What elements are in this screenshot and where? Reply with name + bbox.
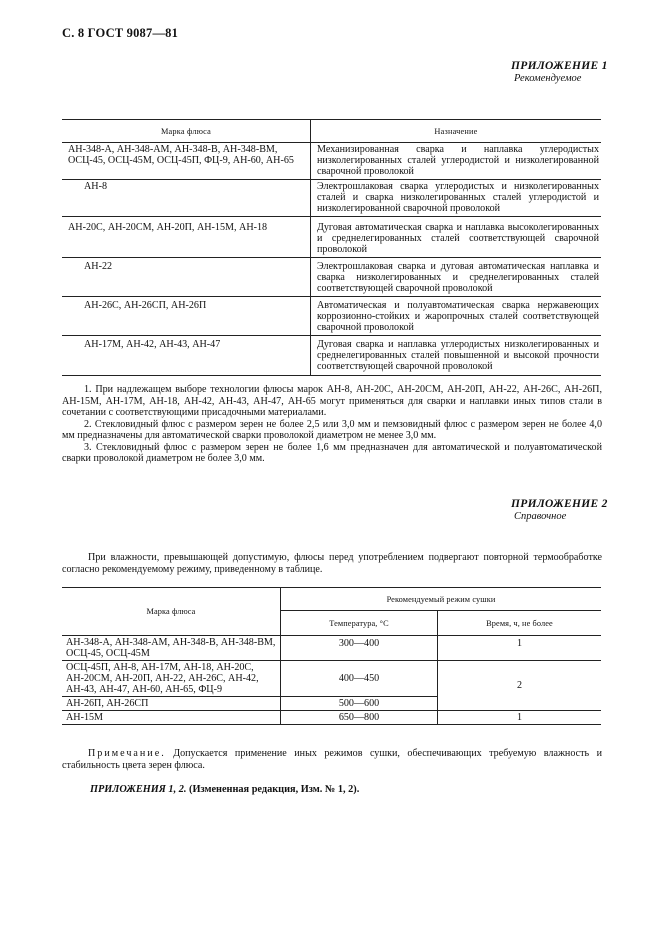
footer-amendment xyxy=(90,784,359,795)
purpose-cell: Механизированная сварка и наплавка углеродистых низколегированных сталей углеродистой и низколегированной сварочной проволокой xyxy=(311,143,602,180)
grade-cell: АН-26П, АН-26СП xyxy=(62,697,281,711)
appendix2-note xyxy=(62,748,602,772)
temp-cell: 400—450 xyxy=(281,661,438,697)
table-row xyxy=(62,661,601,697)
appendix2-intro xyxy=(62,552,602,576)
header-drying-mode: Рекомендуемый режим сушки xyxy=(281,588,602,611)
note-3: 3. Стекловидный флюс с размером зерен не более 1,6 мм предназначен для автоматической и полуавтоматической сварки проволокой диаметром не более 3,0 мм. xyxy=(62,441,602,464)
page-header: С. 8 ГОСТ 9087—81 xyxy=(62,26,179,40)
appendix1-title: ПРИЛОЖЕНИЕ 1 xyxy=(511,60,608,72)
note-2: 2. Стекловидный флюс с размером зерен не более 2,5 или 3,0 мм и пемзовидный флюс с размером зерен не более 4,0 мм предназначены для автоматической сварки проволокой диаметром не менее 3,0 мм. xyxy=(62,418,602,441)
note-label: Примечание. xyxy=(88,748,166,759)
grade-cell: АН-22 xyxy=(62,258,311,297)
temp-cell: 500—600 xyxy=(281,697,438,711)
time-cell: 2 xyxy=(438,661,602,711)
grade-cell: АН-348-А, АН-348-АМ, АН-348-В, АН-348-ВМ, ОСЦ-45, ОСЦ-45М xyxy=(62,636,281,661)
appendix1-subtitle: Рекомендуемое xyxy=(514,73,582,84)
table-row xyxy=(62,636,601,661)
header-temperature: Температура, °С xyxy=(281,611,438,636)
temp-cell: 300—400 xyxy=(281,636,438,661)
purpose-cell: Дуговая автоматическая сварка и наплавка высоколегированных и среднелегированных сталей соответствующей сварочной проволокой xyxy=(311,217,602,258)
table-header-row xyxy=(62,120,601,143)
appendix2-subtitle: Справочное xyxy=(514,511,567,522)
table-row xyxy=(62,711,601,725)
table-row xyxy=(62,258,601,297)
purpose-cell: Автоматическая и полуавтоматическая сварка нержавеющих коррозионно-стойких и жаропрочных сталей соответствующей сварочной проволокой xyxy=(311,297,602,336)
grade-cell: АН-8 xyxy=(62,180,311,217)
table-row xyxy=(62,297,601,336)
purpose-cell: Электрошлаковая сварка и дуговая автоматическая наплавка и сварка низколегированных и среднелегированных сталей соответствующей сварочной проволокой xyxy=(311,258,602,297)
table-row xyxy=(62,217,601,258)
time-cell: 1 xyxy=(438,636,602,661)
grade-cell: ОСЦ-45П, АН-8, АН-17М, АН-18, АН-20С, АН-20СМ, АН-20П, АН-22, АН-26С, АН-42, АН-43, АН-47, АН-60, АН-65, ФЦ-9 xyxy=(62,661,281,697)
intro-text: При влажности, превышающей допустимую, флюсы перед употреблением подвергают повторной термообработке согласно рекомендуемому режиму, приведенному в таблице. xyxy=(62,552,602,575)
appendix1-table xyxy=(62,119,601,376)
header-grade: Марка флюса xyxy=(62,588,281,636)
header-grade: Марка флюса xyxy=(62,120,311,143)
table-row xyxy=(62,336,601,376)
grade-cell: АН-15М xyxy=(62,711,281,725)
grade-cell: АН-20С, АН-20СМ, АН-20П, АН-15М, АН-18 xyxy=(62,217,311,258)
purpose-cell: Электрошлаковая сварка углеродистых и низколегированных сталей и сварка низколегированных сталей углеродистой и низколегированной сварочной проволокой xyxy=(311,180,602,217)
grade-cell: АН-26С, АН-26СП, АН-26П xyxy=(62,297,311,336)
grade-cell: АН-17М, АН-42, АН-43, АН-47 xyxy=(62,336,311,376)
appendix1-notes xyxy=(62,384,602,465)
note-1: 1. При надлежащем выборе технологии флюсы марок АН-8, АН-20С, АН-20СМ, АН-20П, АН-22, АН-26С, АН-26П, АН-15М, АН-17М, АН-18, АН-42, АН-43, АН-47, АН-65 могут применяться для сварки и наплавки иных типов стали в сочетании с соответствующими присадочными материалами. xyxy=(62,384,602,418)
note-text: Допускается применение иных режимов сушки, обеспечивающих требуемую влажность и стабильность цвета зерен флюса. xyxy=(62,748,602,771)
table-row xyxy=(62,180,601,217)
footer-edition: (Измененная редакция, Изм. № 1, 2). xyxy=(186,784,360,795)
temp-cell: 650—800 xyxy=(281,711,438,725)
header-time: Время, ч, не более xyxy=(438,611,602,636)
appendix2-table xyxy=(62,587,601,725)
time-cell: 1 xyxy=(438,711,602,725)
table-row xyxy=(62,143,601,180)
purpose-cell: Дуговая сварка и наплавка углеродистых низколегированных и среднелегированных сталей повышенной и высокой прочности соответствующей сварочной проволокой xyxy=(311,336,602,376)
grade-cell: АН-348-А, АН-348-АМ, АН-348-В, АН-348-ВМ, ОСЦ-45, ОСЦ-45М, ОСЦ-45П, ФЦ-9, АН-60, АН-65 xyxy=(62,143,311,180)
footer-appendices: ПРИЛОЖЕНИЯ 1, 2. xyxy=(90,784,187,795)
appendix2-title: ПРИЛОЖЕНИЕ 2 xyxy=(511,498,608,510)
header-purpose: Назначение xyxy=(434,126,478,136)
